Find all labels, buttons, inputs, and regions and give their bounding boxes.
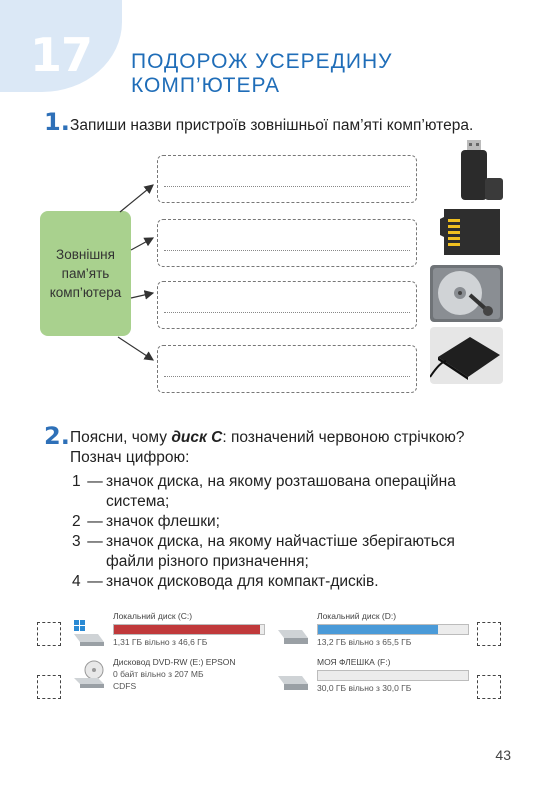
answer-box-2[interactable] [157,219,417,267]
drive-c-fill [114,625,260,634]
drive-f-free: 30,0 ГБ вільно з 30,0 ГБ [317,683,412,693]
arrow-1 [120,185,153,212]
title-line-2: КОМП’ЮТЕРА [131,74,281,97]
q-disk: диск С [171,429,223,446]
sd-card-icon [440,209,504,255]
q-part-a: Поясни, чому [70,429,172,446]
answer-square-e[interactable] [37,675,61,699]
answer-square-c[interactable] [37,622,61,646]
title-line-1: ПОДОРОЖ УСЕРЕДИНУ [131,50,393,73]
center-line-3: комп’ютера [49,285,122,300]
drive-c-label: Локальний диск (C:) [113,611,193,621]
drive-d-label: Локальний диск (D:) [317,611,397,621]
drive-c-bar [113,624,265,635]
answer-box-3[interactable] [157,281,417,329]
dvd-drive-icon [72,660,106,688]
external-drive-image [430,327,503,384]
hdd-image [430,265,503,322]
list-item-2: 2 — значок флешки; [72,513,220,530]
answer-square-f[interactable] [477,675,501,699]
drive-d-bar [317,624,469,635]
task-1-number: 1. [44,108,70,136]
list-item-1: 1 — значок диска, на якому розташована операційна система; [72,473,456,510]
page-number: 43 [495,747,511,763]
system-drive-icon [72,618,106,646]
drive-f-bar [317,670,469,681]
drive-c-free: 1,31 ГБ вільно з 46,6 ГБ [113,637,208,647]
task-1-text: Запиши назви пристроїв зовнішньої пам’яті комп’ютера. [70,117,474,134]
local-drive-icon [276,624,310,652]
center-line-1: Зовнішня [56,247,115,262]
answer-square-d[interactable] [477,622,501,646]
drive-e-fs: CDFS [113,681,137,691]
answer-box-1[interactable] [157,155,417,203]
arrow-4 [118,337,153,360]
list-item-3: 3 — значок диска, на якому найчастіше зберігаються файли різного призначення; [72,533,455,570]
list-item-4: 4 — значок дисковода для компакт-дисків. [72,573,379,590]
center-line-2: пам’ять [61,266,110,281]
task-2-question [70,428,465,448]
arrow-2 [131,238,153,250]
drive-e-label: Дисковод DVD-RW (E:) EPSON [113,657,236,667]
drive-d-fill [318,625,438,634]
task-2-number: 2. [44,422,70,450]
arrow-3 [131,293,153,298]
usb-flash-icon [455,140,505,200]
q-part-b: : позначений червоною стрічкою? [222,429,465,446]
answer-box-4[interactable] [157,345,417,393]
usb-drive-icon [276,670,310,698]
chapter-number: 17 [30,28,93,82]
drive-f-label: МОЯ ФЛЕШКА (F:) [317,657,391,667]
task-2-instruction: Познач цифрою: [70,449,190,466]
drive-d-free: 13,2 ГБ вільно з 65,5 ГБ [317,637,412,647]
drive-e-free: 0 байт вільно з 207 МБ [113,669,204,679]
